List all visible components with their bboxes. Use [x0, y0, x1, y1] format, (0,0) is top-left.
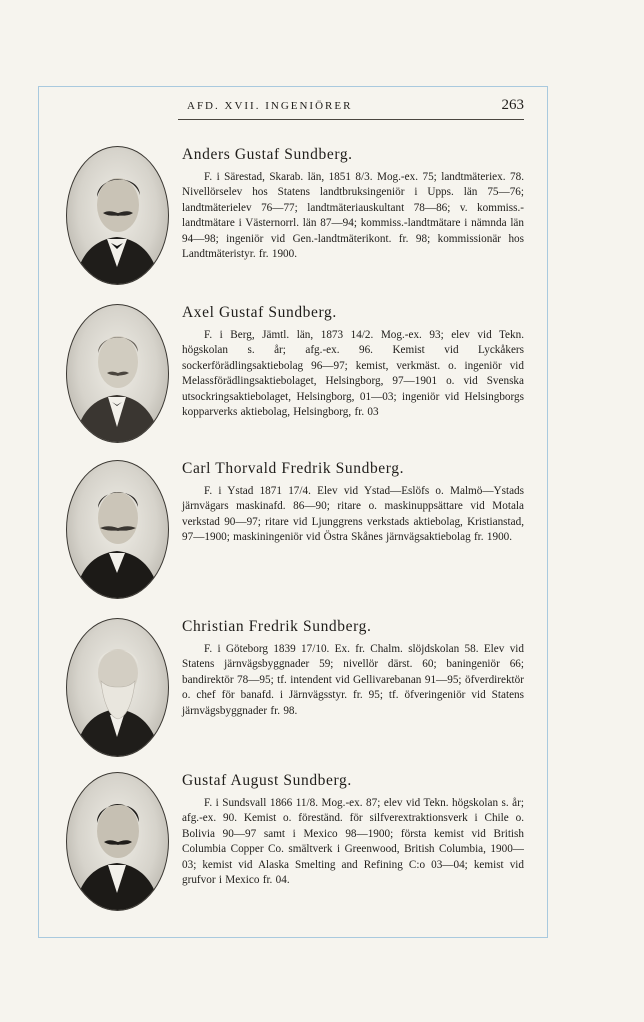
person-biography: F. i Sundsvall 1866 11/8. Mog.-ex. 87; elev vid Tekn. högskolan s. år; afg.-ex. 90. Kemist o. föreständ. för silfverextraktionsverk i Chile o. Bolivia 90—97 samt i Mexico 98—1900; första kemist vid British Columbia Copper Co. smältverk i Greenwood, British Columbia, 1900—03; kemist vid Alaska Smelting and Refining C:o 03—04; kemist vid grufvor i Mexico fr. 04.: [182, 797, 524, 887]
person-name: Carl Thorvald Fredrik Sundberg.: [182, 460, 405, 477]
running-header: [178, 97, 524, 120]
portrait-figure-icon: [67, 147, 168, 284]
person-biography: F. i Berg, Jämtl. län, 1873 14/2. Mog.-ex. 93; elev vid Tekn. högskolan s. år; afg.-ex. 96. Kemist vid Lyckåkers sockerförädlingsaktiebolag 96—97; kemist, verkmäst. o. ingeniör vid Melassförädlingsaktiebolaget, Helsingborg, 97—1901 o. vid Svenska utsockringsaktiebolaget, Helsingborg, 01—03; ingeniör vid Helsingborgs kopparverks aktiebolag, Helsingborg, fr. 03: [182, 329, 524, 419]
portrait-photo: [66, 460, 169, 599]
person-name: Christian Fredrik Sundberg.: [182, 618, 372, 635]
portrait-figure-icon: [67, 461, 168, 598]
person-biography: F. i Göteborg 1839 17/10. Ex. fr. Chalm. slöjdskolan 58. Elev vid Statens järnvägsbyggnader 59; nivellör därst. 60; baningeniör 66; bandirektör 78—95; tf. intendent vid Gellivarebanan 91—95; öfverdirektör o. chef för banafd. i Järnvägsstyr. fr. 95; tf. öfveringeniör vid Statens järnvägsbyggnader fr. 98.: [182, 643, 524, 717]
header-title: AFD. XVII. INGENIÖRER: [187, 100, 353, 112]
portrait-photo: [66, 772, 169, 911]
portrait-figure-icon: [67, 619, 168, 756]
person-biography: F. i Särestad, Skarab. län, 1851 8/3. Mog.-ex. 75; landtmäteriex. 78. Nivellörselev hos Statens landtbruksingeniör i Upps. län 75—76; landtmäterielev 76—77; landtmäteriauskultant 78—86; v. kommiss.-landtmätare i Västernorrl. län 87—94; kommiss.-landtmätare i nämnda län 94—98; ingeniör vid Gen.-landtmäterikont. fr. 98; kommissionär hos Landtmäteristyr. fr. 1900.: [182, 171, 524, 261]
person-name: Gustaf August Sundberg.: [182, 772, 352, 789]
portrait-photo: [66, 146, 169, 285]
portrait-photo: [66, 618, 169, 757]
portrait-figure-icon: [67, 773, 168, 910]
person-biography: F. i Ystad 1871 17/4. Elev vid Ystad—Eslöfs o. Malmö—Ystads järnvägars maskinafd. 86—90; ritare o. maskinuppsättare vid Motala verkstad 90—97; ritare vid Ljunggrens verkstads aktiebolag, Kristianstad, 97—1900; maskiningeniör vid Östra Skånes järnvägsaktiebolag fr. 1900.: [182, 485, 524, 544]
portrait-photo: [66, 304, 169, 443]
person-name: Anders Gustaf Sundberg.: [182, 146, 353, 163]
page-number: 263: [501, 97, 524, 113]
portrait-figure-icon: [67, 305, 168, 442]
person-name: Axel Gustaf Sundberg.: [182, 304, 337, 321]
